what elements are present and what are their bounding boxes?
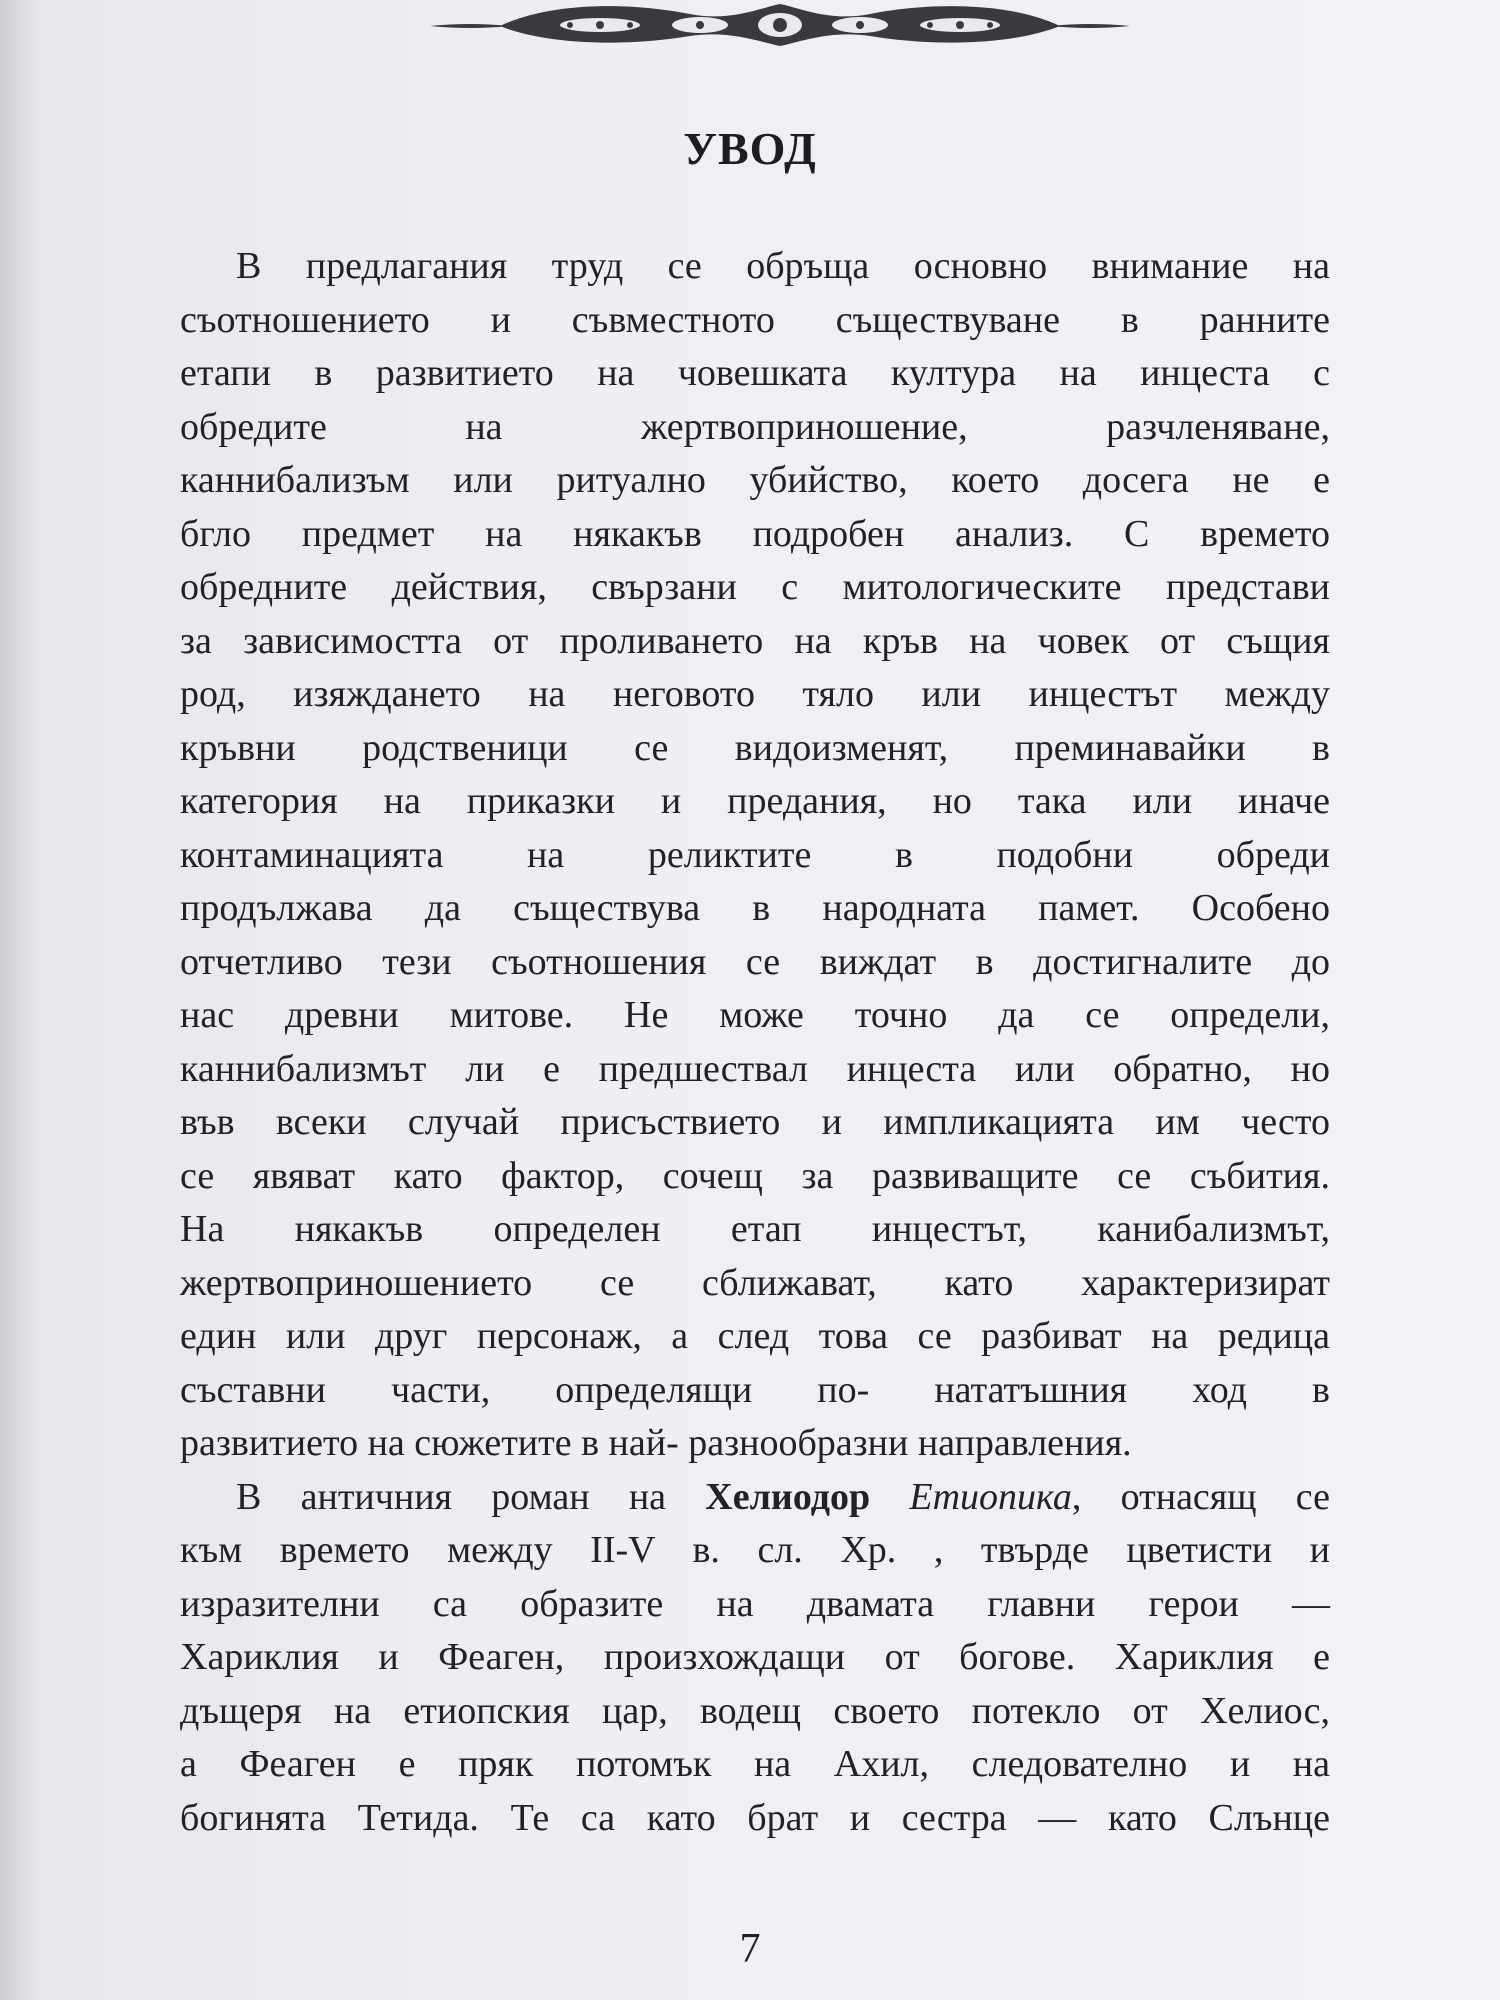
text-line: във всеки случай присъствието и импликацията им често [180,1101,1330,1143]
text-line: категория на приказки и предания, но така или иначе [180,780,1330,822]
text-line: нас древни митове. Не може точно да се определи, [180,994,1330,1036]
text-line: дъщеря на етиопския цар, водещ своето потекло от Хелиос, [180,1689,1330,1732]
text-line [180,1471,1330,1525]
body-text [180,240,1330,1845]
text-line: обредните действия, свързани с митологическите представи [180,566,1330,608]
text-line: един или друг персонаж, а след това се разбиват на редица [180,1315,1330,1357]
text-line: жертвоприношението се сближават, като характеризират [180,1261,1330,1304]
text-line: съотношението и съвместното съществуване в ранните [180,298,1330,341]
work-title: Етиопика [909,1475,1072,1518]
text-line: род, изяждането на неговото тяло или инцестът между [180,673,1330,715]
text-line: развитието на сюжетите в най- разнообразни направления. [180,1422,1132,1464]
text-line: контаминацията на реликтите в подобни обреди [180,833,1330,876]
text-line: кръвни родственици се видоизменят, преминавайки в [180,726,1330,769]
text-fragment: , отнасящ се [1071,1475,1331,1518]
text-line: съставни части, определящи по- нататъшния ход в [180,1368,1330,1411]
text-line: отчетливо тези съотношения се виждат в достигналите до [180,940,1330,983]
text-line: Хариклия и Феаген, произхождащи от богове. Хариклия е [180,1636,1330,1678]
text-line: каннибализъм или ритуално убийство, което досега не е [180,459,1330,501]
text-line: богинята Тетида. Те са като брат и сестра — като Слънце [180,1796,1330,1839]
text-fragment: В античния роман на [236,1475,706,1518]
text-line: бгло предмет на някакъв подробен анализ. С времето [180,512,1330,555]
chapter-title: УВОД [683,123,817,174]
text-line: се явяват като фактор, сочещ за развиващите се събития. [180,1154,1330,1197]
text-fragment [870,1476,909,1518]
decorative-header-ornament-icon [430,0,1130,50]
text-line: към времето между II-V в. сл. Хр. , твърде цветисти и [180,1529,1330,1571]
page-number: 7 [739,1926,761,1972]
text-line: каннибализмът ли е предшествал инцеста или обратно, но [180,1047,1330,1090]
text-line: На някакъв определен етап инцестът, канибализмът, [180,1208,1330,1250]
text-line: В предлагания труд се обръща основно внимание на [236,245,1330,287]
text-line: продължава да съществува в народната памет. Особено [180,887,1330,929]
author-name: Хелиодор [705,1475,871,1518]
text-line: етапи в развитието на човешката култура на инцеста с [180,352,1330,394]
text-line: а Феаген е пряк потомък на Ахил, следователно и на [180,1743,1330,1785]
text-line: за зависимостта от проливането на кръв на човек от същия [180,619,1330,662]
text-line: изразителни са образите на двамата главни герои — [180,1582,1330,1625]
text-line: обредите на жертвоприношение, разчленяване, [180,405,1330,448]
